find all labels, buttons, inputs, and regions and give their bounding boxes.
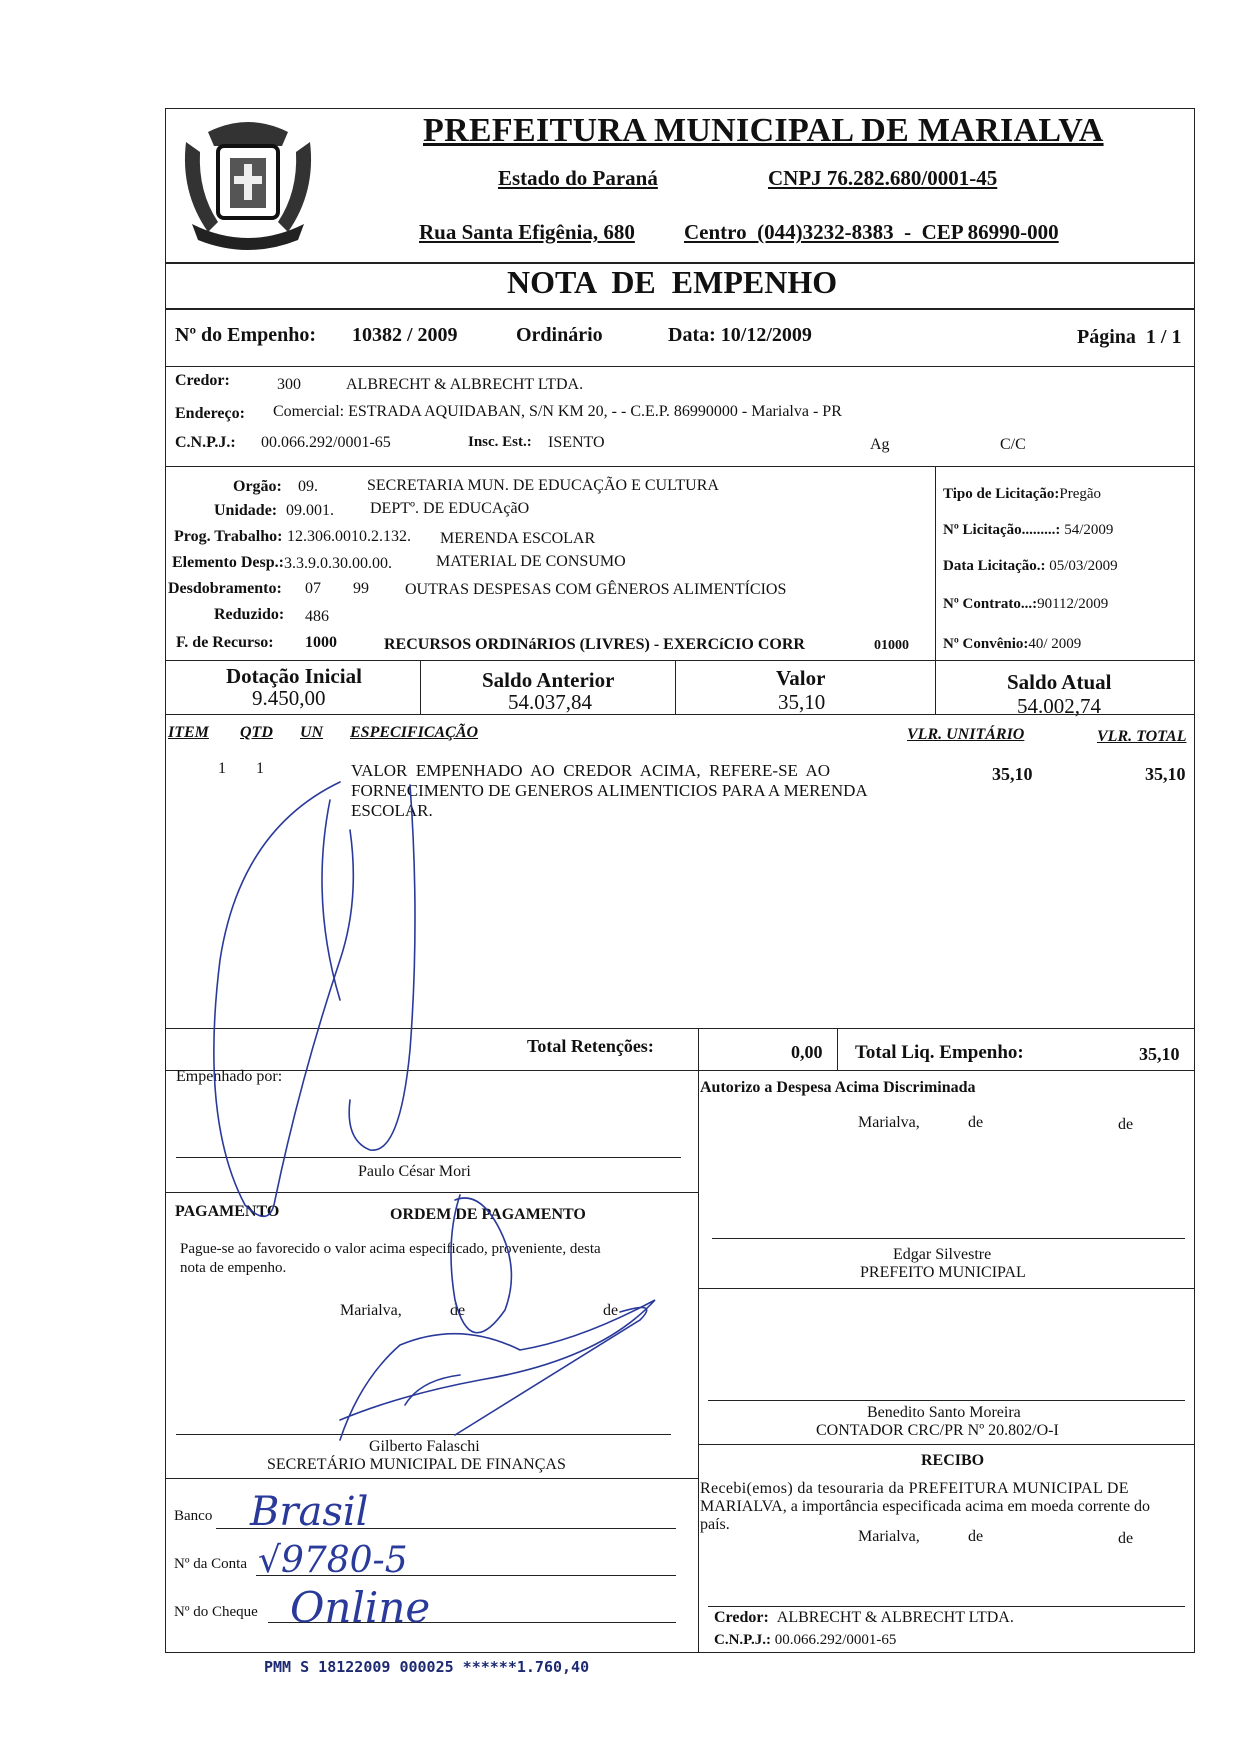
- recibo-credor: [714, 1609, 1014, 1627]
- unidade-label: Unidade:: [214, 502, 278, 519]
- item-number: 1: [218, 760, 226, 777]
- handwritten-banco: Brasil: [250, 1489, 369, 1535]
- pagamento-signer-title: SECRETÁRIO MUNICIPAL DE FINANÇAS: [267, 1456, 566, 1473]
- signature-line: [176, 1157, 681, 1158]
- item-description-line-3: ESCOLAR.: [351, 801, 433, 820]
- item-description-line-2: FORNECIMENTO DE GENEROS ALIMENTICIOS PARA A MERENDA: [351, 781, 868, 800]
- saldo-anterior-value: 54.037,84: [508, 690, 592, 714]
- divider: [698, 1444, 1195, 1445]
- autorizo-label: Autorizo a Despesa Acima Discriminada: [700, 1079, 976, 1096]
- tipo-licitacao-label: Tipo de Licitação:: [943, 486, 1060, 502]
- desdobramento-name: OUTRAS DESPESAS COM GÊNEROS ALIMENTÍCIOS: [405, 581, 787, 598]
- banco-line: [216, 1528, 676, 1529]
- divider: [165, 308, 1195, 310]
- divider: [165, 1070, 1195, 1071]
- prog-code: 12.306.0010.2.132.: [287, 528, 411, 545]
- coat-of-arms-logo: [178, 112, 318, 260]
- retencoes-label: Total Retenções:: [527, 1036, 654, 1056]
- item-total-value: 35,10: [1145, 764, 1186, 784]
- divider: [165, 1028, 1195, 1029]
- recurso-code: 1000: [305, 634, 337, 651]
- data-licitacao-value: 05/03/2009: [1049, 558, 1118, 574]
- prefeito-name: Edgar Silvestre: [893, 1246, 992, 1263]
- divider: [165, 1478, 698, 1479]
- col-especificacao: ESPECIFICAÇÃO: [350, 724, 479, 741]
- divider: [165, 1192, 698, 1193]
- valor-label: Valor: [776, 666, 826, 690]
- reduzido-value: 486: [305, 608, 329, 625]
- reduzido-label: Reduzido:: [214, 606, 285, 623]
- pagamento-text-2: nota de empenho.: [180, 1260, 287, 1276]
- recibo-cnpj: [714, 1632, 896, 1649]
- page-number: Página 1 / 1: [1077, 326, 1182, 348]
- pagamento-label: PAGAMENTO: [175, 1203, 280, 1220]
- contador-name: Benedito Santo Moreira: [867, 1404, 1021, 1421]
- credor-label: Credor:: [175, 372, 230, 389]
- recurso-name: RECURSOS ORDINáRIOS (LIVRES) - EXERCíCIO CORR: [384, 636, 805, 653]
- contador-title: CONTADOR CRC/PR Nº 20.802/O-I: [816, 1422, 1059, 1439]
- saldo-atual-value: 54.002,74: [1017, 694, 1101, 718]
- banco-label: Banco: [174, 1508, 213, 1524]
- desdobramento-label: Desdobramento:: [168, 580, 282, 597]
- item-unit-value: 35,10: [992, 764, 1033, 784]
- recurso-code-2: 01000: [874, 638, 909, 653]
- num-licitacao: [943, 522, 1113, 539]
- orgao-code: 09.: [298, 478, 318, 495]
- num-licitacao-label: Nº Licitação.........:: [943, 522, 1061, 538]
- recibo-title: RECIBO: [921, 1452, 985, 1469]
- divider: [935, 466, 936, 660]
- empenhado-label: Empenhado por:: [176, 1068, 283, 1085]
- ag-label: Ag: [870, 436, 890, 453]
- col-qtd: QTD: [240, 724, 273, 741]
- saldo-atual-label: Saldo Atual: [1007, 670, 1112, 694]
- empenhado-signer: Paulo César Mori: [358, 1163, 471, 1180]
- desdobramento-a: 07: [305, 580, 321, 597]
- address-rest: Centro (044)3232-8383 - CEP 86990-000: [684, 220, 1059, 244]
- contrato-value: 90112/2009: [1037, 596, 1109, 612]
- document-title: NOTA DE EMPENHO: [507, 264, 838, 300]
- cc-label: C/C: [1000, 436, 1026, 453]
- insc-value: ISENTO: [548, 434, 605, 451]
- municipality-title: PREFEITURA MUNICIPAL DE MARIALVA: [423, 112, 1104, 149]
- convenio-value: 40/ 2009: [1028, 636, 1082, 652]
- recibo-text-3: país.: [700, 1516, 730, 1533]
- signature-line: [712, 1238, 1185, 1239]
- cnpj-value: 00.066.292/0001-65: [261, 434, 391, 451]
- empenho-number: 10382 / 2009: [352, 324, 458, 346]
- tipo-licitacao: [943, 486, 1101, 503]
- signature-line: [708, 1606, 1185, 1607]
- saldo-anterior-label: Saldo Anterior: [482, 668, 615, 692]
- num-licitacao-value: 54/2009: [1064, 522, 1114, 538]
- convenio-label: Nº Convênio:: [943, 636, 1029, 652]
- divider: [675, 660, 676, 714]
- desdobramento-b: 99: [353, 580, 369, 597]
- data-licitacao-label: Data Licitação.:: [943, 558, 1046, 574]
- divider: [420, 660, 421, 714]
- insc-label: Insc. Est.:: [468, 434, 532, 450]
- recurso-label: F. de Recurso:: [176, 634, 274, 651]
- divider: [935, 660, 936, 714]
- elemento-name: MATERIAL DE CONSUMO: [436, 553, 626, 570]
- credor-code: 300: [277, 376, 301, 393]
- conta-line: [256, 1575, 676, 1576]
- pagamento-signer: Gilberto Falaschi: [369, 1438, 480, 1455]
- divider: [698, 1028, 699, 1070]
- recibo-place: Marialva,: [858, 1528, 920, 1545]
- liq-empenho-value: 35,10: [1139, 1044, 1180, 1064]
- state-label: Estado do Paraná: [498, 166, 658, 190]
- contrato-label: Nº Contrato...:: [943, 596, 1038, 612]
- pagamento-text-1: Pague-se ao favorecido o valor acima especificado, proveniente, desta: [180, 1241, 601, 1257]
- autorizo-place: Marialva,: [858, 1114, 920, 1131]
- col-un: UN: [300, 724, 324, 741]
- item-qty: 1: [256, 760, 264, 777]
- cnpj-header: CNPJ 76.282.680/0001-45: [768, 166, 998, 190]
- orgao-name: SECRETARIA MUN. DE EDUCAÇÃO E CULTURA: [367, 477, 719, 494]
- tipo-licitacao-value: Pregão: [1059, 486, 1102, 502]
- recibo-credor-value: ALBRECHT & ALBRECHT LTDA.: [776, 1609, 1014, 1626]
- recibo-cnpj-label: C.N.P.J.:: [714, 1632, 771, 1648]
- convenio: [943, 636, 1081, 653]
- prog-label: Prog. Trabalho:: [174, 528, 283, 545]
- valor-value: 35,10: [778, 690, 826, 714]
- dotacao-label: Dotação Inicial: [226, 664, 362, 688]
- credor-name: ALBRECHT & ALBRECHT LTDA.: [346, 376, 584, 393]
- divider: [698, 1288, 1195, 1289]
- endereco-label: Endereço:: [175, 405, 245, 422]
- unidade-code: 09.001.: [286, 502, 334, 519]
- address-street: Rua Santa Efigênia, 680: [419, 220, 635, 244]
- pagamento-de-1: de: [450, 1302, 466, 1319]
- dotacao-value: 9.450,00: [252, 686, 326, 710]
- handwritten-conta: √9780-5: [258, 1540, 408, 1581]
- recibo-de-2: de: [1118, 1530, 1134, 1547]
- signature-line: [708, 1400, 1185, 1401]
- empenho-type: Ordinário: [516, 324, 603, 346]
- recibo-text-1: Recebi(emos) da tesouraria da PREFEITURA MUNICIPAL DE: [700, 1480, 1129, 1497]
- divider: [837, 1028, 838, 1070]
- col-vlr-total: VLR. TOTAL: [1097, 728, 1187, 745]
- pagamento-place: Marialva,: [340, 1302, 402, 1319]
- prog-name: MERENDA ESCOLAR: [440, 530, 596, 547]
- endereco-value: Comercial: ESTRADA AQUIDABAN, S/N KM 20, - - C.E.P. 86990000 - Marialva - PR: [273, 403, 842, 420]
- recibo-de-1: de: [968, 1528, 984, 1545]
- recibo-text-2: MARIALVA, a importância especificada acima em moeda corrente do: [700, 1498, 1151, 1515]
- col-vlr-unitario: VLR. UNITÁRIO: [907, 726, 1025, 743]
- elemento-code: 3.3.9.0.30.00.00.: [284, 555, 392, 572]
- empenho-date: Data: 10/12/2009: [668, 324, 812, 346]
- recibo-credor-label: Credor:: [714, 1609, 769, 1626]
- elemento-label: Elemento Desp.:: [172, 554, 284, 571]
- liq-empenho-label: Total Liq. Empenho:: [855, 1042, 1024, 1063]
- signature-line: [176, 1434, 671, 1435]
- unidade-name: DEPTº. DE EDUCAçãO: [370, 500, 530, 517]
- data-licitacao: [943, 558, 1118, 575]
- ordem-pagamento-label: ORDEM DE PAGAMENTO: [390, 1206, 586, 1223]
- contrato: [943, 596, 1108, 613]
- cheque-label: Nº do Cheque: [174, 1604, 258, 1620]
- cheque-line: [268, 1622, 676, 1623]
- cnpj-label: C.N.P.J.:: [175, 434, 236, 451]
- empenho-label: Nº do Empenho:: [175, 324, 317, 346]
- pagamento-de-2: de: [603, 1302, 619, 1319]
- divider: [165, 466, 1195, 467]
- retencoes-value: 0,00: [791, 1042, 823, 1062]
- prefeito-title: PREFEITO MUNICIPAL: [860, 1264, 1026, 1281]
- orgao-label: Orgão:: [233, 478, 282, 495]
- payment-stamp: PMM S 18122009 000025 ******1.760,40: [264, 1658, 590, 1676]
- item-description-line-1: VALOR EMPENHADO AO CREDOR ACIMA, REFERE-SE AO: [351, 761, 831, 780]
- divider: [165, 660, 1195, 661]
- handwritten-cheque: Online: [290, 1583, 431, 1632]
- autorizo-de-2: de: [1118, 1116, 1134, 1133]
- divider: [165, 366, 1195, 367]
- divider: [165, 714, 1195, 715]
- conta-label: Nº da Conta: [174, 1556, 247, 1572]
- recibo-cnpj-value: 00.066.292/0001-65: [774, 1632, 897, 1648]
- col-item: ITEM: [168, 724, 209, 741]
- divider: [698, 1070, 699, 1653]
- autorizo-de-1: de: [968, 1114, 984, 1131]
